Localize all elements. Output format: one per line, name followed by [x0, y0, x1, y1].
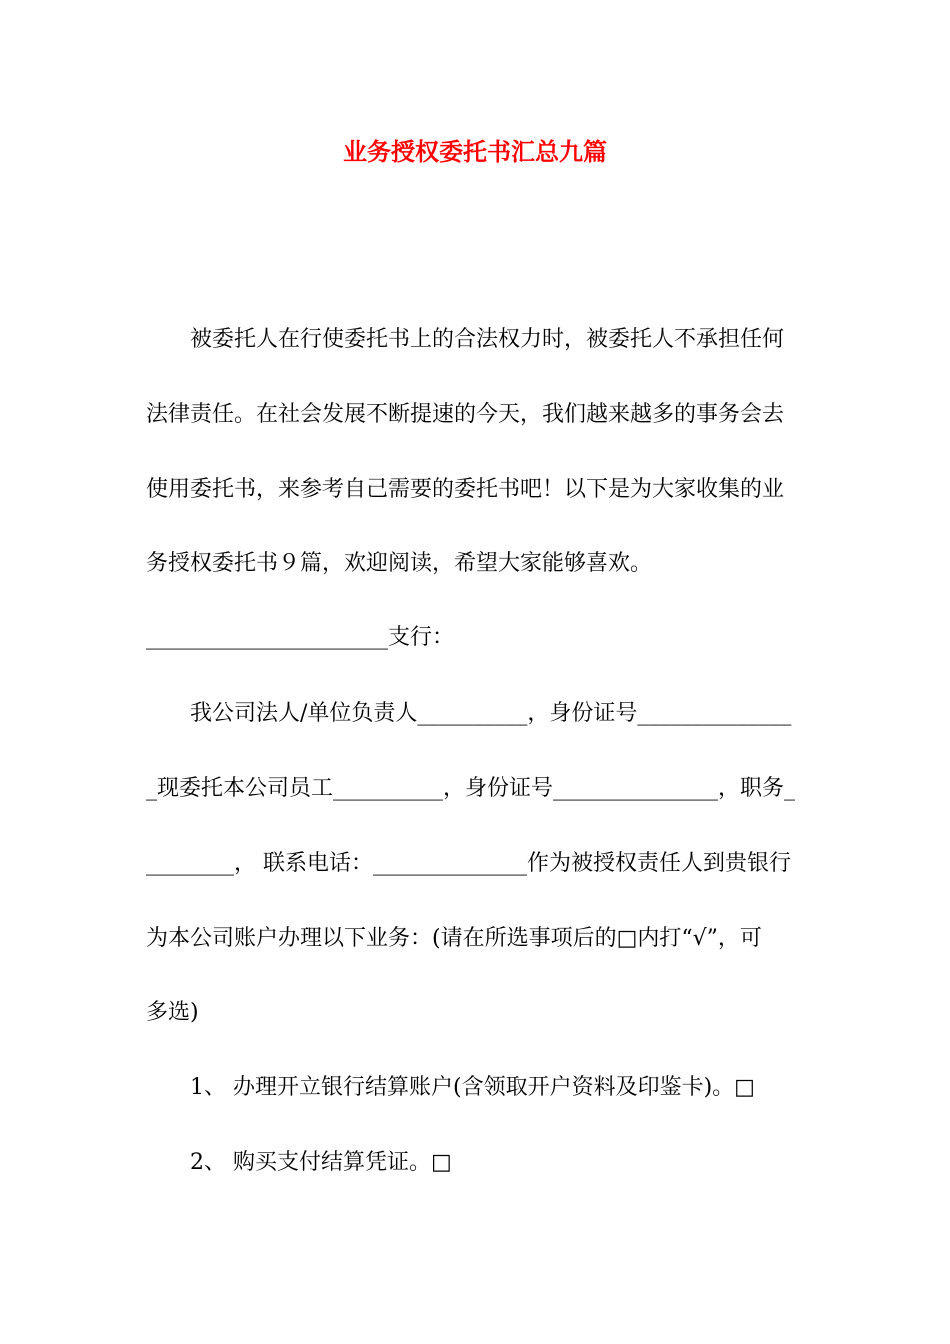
body-line: 多选) [146, 1000, 199, 1025]
intro-line: 被委托人在行使委托书上的合法权力时，被委托人不承担任何 [190, 327, 785, 352]
body-line: 为本公司账户办理以下业务：(请在所选事项后的□内打“√”，可 [146, 926, 762, 951]
addressee-line: ______________________支行： [146, 625, 455, 650]
intro-line: 法律责任。在社会发展不断提速的今天，我们越来越多的事务会去 [146, 402, 785, 427]
body-line: ________， 联系电话：______________作为被授权责任人到贵银行 [146, 851, 791, 876]
body-line: _现委托本公司员工__________，身份证号_______________，职务_ [146, 776, 796, 801]
list-item: 2、 购买支付结算凭证。□ [190, 1150, 452, 1175]
list-item: 1、 办理开立银行结算账户(含领取开户资料及印鉴卡)。□ [190, 1075, 755, 1100]
intro-line: 务授权委托书９篇，欢迎阅读，希望大家能够喜欢。 [146, 551, 653, 576]
body-line: 我公司法人/单位负责人__________，身份证号______________ [190, 701, 792, 726]
page-title: 业务授权委托书汇总九篇 [343, 137, 607, 166]
intro-line: 使用委托书，来参考自己需要的委托书吧！以下是为大家收集的业 [146, 477, 785, 502]
